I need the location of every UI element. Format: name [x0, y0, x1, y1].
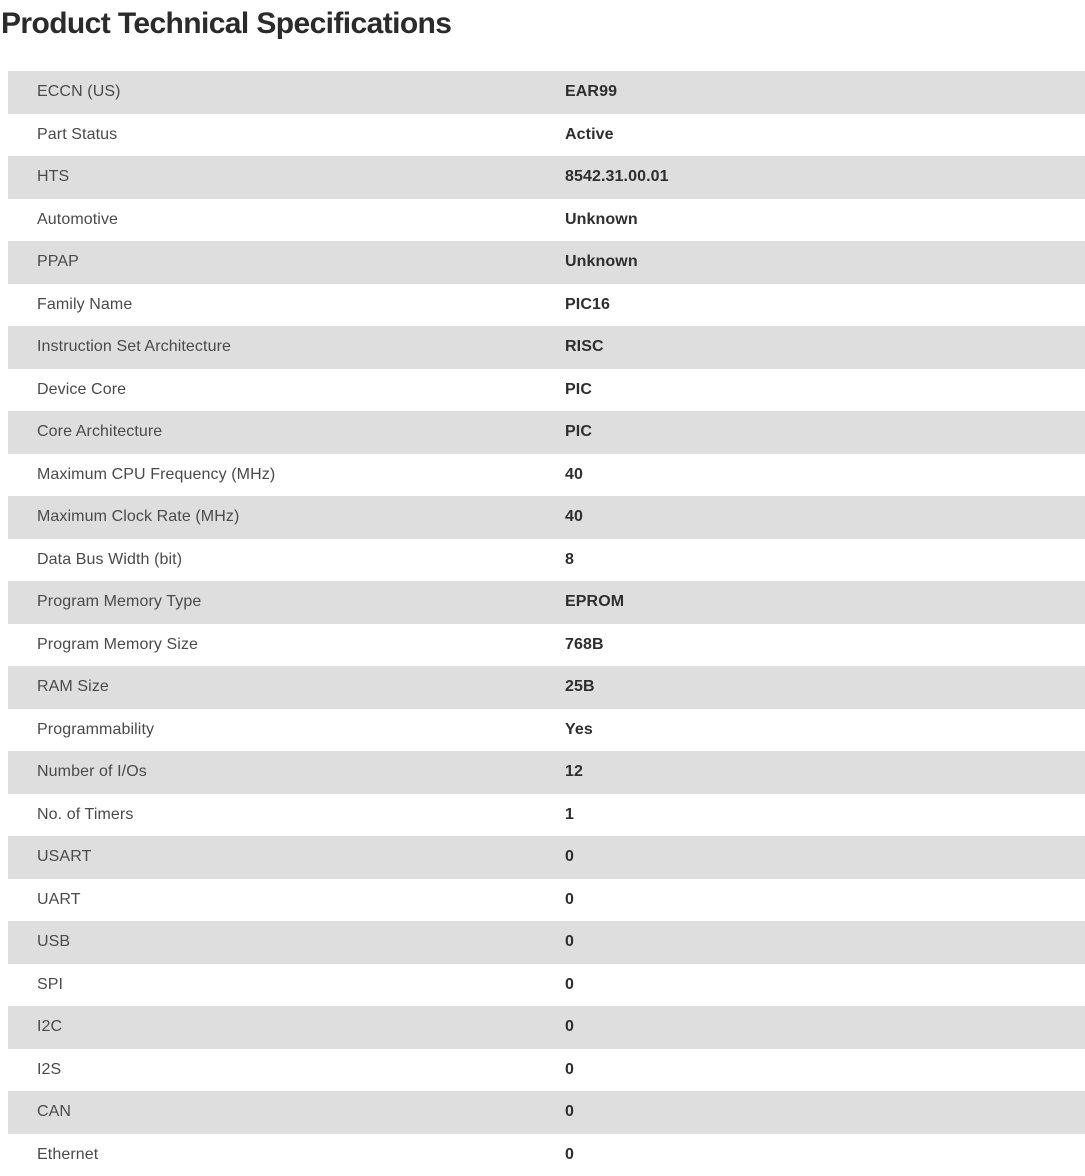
- spec-value: EAR99: [565, 83, 617, 101]
- table-row: [8, 454, 1085, 497]
- spec-value: 0: [565, 933, 574, 951]
- spec-value: Yes: [565, 721, 593, 739]
- table-row: [8, 539, 1085, 582]
- spec-value: Unknown: [565, 253, 638, 271]
- table-row: [8, 1006, 1085, 1049]
- spec-label: Maximum CPU Frequency (MHz): [8, 466, 565, 484]
- table-row: [8, 241, 1085, 284]
- spec-label: Part Status: [8, 126, 565, 144]
- spec-label: Data Bus Width (bit): [8, 551, 565, 569]
- table-row: [8, 71, 1085, 114]
- spec-value: 0: [565, 1018, 574, 1036]
- spec-label: Number of I/Os: [8, 763, 565, 781]
- spec-label: UART: [8, 891, 565, 909]
- spec-label: I2C: [8, 1018, 565, 1036]
- spec-label: USART: [8, 848, 565, 866]
- spec-value: 768B: [565, 636, 604, 654]
- table-row: [8, 581, 1085, 624]
- table-row: [8, 1134, 1085, 1176]
- table-row: [8, 1091, 1085, 1134]
- table-row: [8, 326, 1085, 369]
- spec-label: Program Memory Size: [8, 636, 565, 654]
- table-row: [8, 666, 1085, 709]
- table-row: [8, 964, 1085, 1007]
- table-row: [8, 156, 1085, 199]
- spec-value: 40: [565, 466, 583, 484]
- spec-label: HTS: [8, 168, 565, 186]
- spec-label: Instruction Set Architecture: [8, 338, 565, 356]
- spec-value: 0: [565, 1103, 574, 1121]
- spec-label: Family Name: [8, 296, 565, 314]
- spec-value: 12: [565, 763, 583, 781]
- spec-label: RAM Size: [8, 678, 565, 696]
- spec-value: 25B: [565, 678, 595, 696]
- table-row: [8, 496, 1085, 539]
- spec-value: 1: [565, 806, 574, 824]
- spec-value: 0: [565, 848, 574, 866]
- spec-label: SPI: [8, 976, 565, 994]
- spec-label: Programmability: [8, 721, 565, 739]
- spec-label: Automotive: [8, 211, 565, 229]
- table-row: [8, 624, 1085, 667]
- page-title: Product Technical Specifications: [1, 5, 1085, 43]
- spec-label: USB: [8, 933, 565, 951]
- spec-value: 0: [565, 891, 574, 909]
- spec-label: PPAP: [8, 253, 565, 271]
- table-row: [8, 284, 1085, 327]
- spec-label: Ethernet: [8, 1146, 565, 1164]
- spec-label: Core Architecture: [8, 423, 565, 441]
- spec-label: CAN: [8, 1103, 565, 1121]
- spec-label: Maximum Clock Rate (MHz): [8, 508, 565, 526]
- spec-value: 8542.31.00.01: [565, 168, 669, 186]
- spec-value: RISC: [565, 338, 604, 356]
- spec-table: [8, 71, 1085, 1176]
- page-header: [0, 0, 1085, 71]
- spec-value: 8: [565, 551, 574, 569]
- table-row: [8, 199, 1085, 242]
- spec-value: EPROM: [565, 593, 624, 611]
- table-row: [8, 411, 1085, 454]
- table-row: [8, 921, 1085, 964]
- spec-value: PIC: [565, 423, 592, 441]
- spec-value: PIC: [565, 381, 592, 399]
- spec-label: No. of Timers: [8, 806, 565, 824]
- table-row: [8, 751, 1085, 794]
- spec-value: 0: [565, 976, 574, 994]
- spec-value: PIC16: [565, 296, 610, 314]
- spec-label: ECCN (US): [8, 83, 565, 101]
- table-row: [8, 836, 1085, 879]
- table-row: [8, 369, 1085, 412]
- table-row: [8, 794, 1085, 837]
- spec-value: 40: [565, 508, 583, 526]
- spec-label: I2S: [8, 1061, 565, 1079]
- spec-label: Program Memory Type: [8, 593, 565, 611]
- spec-value: Active: [565, 126, 614, 144]
- spec-value: 0: [565, 1146, 574, 1164]
- table-row: [8, 114, 1085, 157]
- table-row: [8, 709, 1085, 752]
- table-row: [8, 1049, 1085, 1092]
- spec-value: Unknown: [565, 211, 638, 229]
- spec-label: Device Core: [8, 381, 565, 399]
- spec-value: 0: [565, 1061, 574, 1079]
- table-row: [8, 879, 1085, 922]
